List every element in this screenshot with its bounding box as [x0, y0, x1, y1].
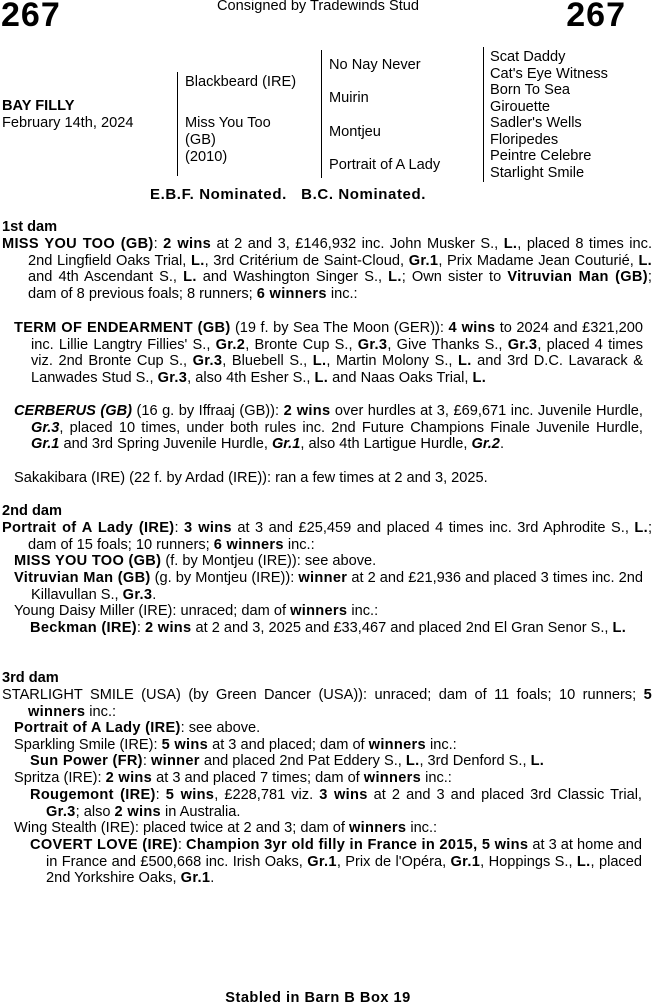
- emphasis-text: Gr.3: [46, 803, 76, 820]
- body-text: inc.:: [326, 286, 358, 303]
- emphasis-text: 2 wins: [163, 236, 212, 252]
- pedigree-dam-year: (2010): [185, 149, 228, 165]
- emphasis-text: L.: [314, 370, 329, 387]
- emphasis-text: winners: [363, 770, 422, 786]
- third-dam-para: [30, 753, 642, 770]
- body-text: : see above.: [180, 720, 261, 736]
- second-dam-heading: 2nd dam: [2, 503, 63, 519]
- body-text: , Hoppings S.,: [480, 853, 577, 870]
- pedigree-sire: Blackbeard (IRE): [185, 74, 297, 90]
- emphasis-text: COVERT LOVE (IRE): [30, 837, 178, 853]
- emphasis-text: winner: [150, 753, 200, 769]
- first-dam-para: [14, 403, 643, 453]
- emphasis-text: MISS YOU TOO (GB): [2, 236, 154, 252]
- pedigree-gen3-item: Scat Daddy: [490, 49, 566, 65]
- emphasis-text: L.: [503, 236, 518, 252]
- pedigree-dam-country: (GB): [185, 132, 216, 148]
- body-text: , 3rd Denford S.,: [419, 753, 531, 769]
- second-dam-para: [2, 520, 652, 553]
- body-text: at 2 and 3, 2025 and £33,467 and placed 2nd El Gran Senor S.,: [191, 620, 613, 636]
- emphasis-text: 2 wins: [145, 620, 192, 636]
- foaling-date: February 14th, 2024: [2, 115, 134, 131]
- third-dam-para: [2, 687, 652, 720]
- emphasis-text: Gr.1: [408, 252, 439, 269]
- emphasis-text: TERM OF ENDEARMENT (GB): [14, 320, 231, 336]
- emphasis-text: L.: [530, 753, 545, 769]
- body-text: at 3 and £25,459 and placed 4 times inc. 3rd Aphrodite S.,: [231, 520, 635, 536]
- pedigree-gen2-item: Muirin: [329, 90, 369, 106]
- body-text: inc.:: [421, 770, 452, 786]
- emphasis-text: winners: [349, 820, 407, 836]
- emphasis-text: Portrait of A Lady (IRE): [14, 720, 181, 736]
- body-text: , placed 4 times viz. 2nd Bronte Cup S.,: [31, 336, 643, 370]
- emphasis-text: Gr.3: [122, 586, 153, 603]
- pedigree-gen2-item: Montjeu: [329, 124, 381, 140]
- emphasis-text: 6 winners: [256, 286, 327, 303]
- body-text: at 2 and £21,936 and placed 3 times inc. 2nd Killavullan S.,: [31, 570, 643, 603]
- body-text: inc.:: [406, 820, 438, 836]
- pedigree-gen3-item: Girouette: [490, 98, 551, 115]
- emphasis-text: 5 wins: [161, 737, 209, 753]
- second-dam-para: [14, 603, 643, 620]
- first-dam-para: [14, 470, 626, 487]
- pedigree-gen3-item: Floripedes: [490, 131, 559, 148]
- body-text: , Prix de l'Opéra,: [336, 853, 451, 870]
- third-dam-para: [14, 820, 643, 837]
- body-text: and 3rd D.C. Lavarack & Lanwades Stud S.,: [31, 353, 643, 387]
- emphasis-text: Gr.1: [180, 870, 211, 887]
- emphasis-text: L.: [183, 269, 197, 286]
- pedigree-gen2-item: Portrait of A Lady: [329, 157, 441, 173]
- horse-sex-colour: BAY FILLY: [2, 98, 75, 114]
- third-dam-para: [14, 720, 643, 737]
- body-text: , Martin Molony S.,: [326, 353, 459, 370]
- body-text: and placed 2nd Pat Eddery S.,: [199, 753, 406, 769]
- lot-number-right: 267: [566, 0, 626, 34]
- emphasis-text: 4 wins: [448, 320, 496, 336]
- emphasis-text: winner: [298, 570, 348, 586]
- emphasis-text: Vitruvian Man (GB): [507, 269, 648, 286]
- emphasis-text: L.: [312, 353, 327, 370]
- body-text: :: [136, 620, 146, 636]
- body-text: .: [499, 436, 504, 453]
- third-dam-para: [14, 737, 643, 754]
- emphasis-text: Gr.3: [507, 336, 538, 353]
- body-text: (g. by Montjeu (IRE)):: [150, 570, 299, 586]
- lot-number-left: 267: [1, 0, 61, 34]
- emphasis-text: winners: [368, 737, 426, 753]
- body-text: at 3 and placed; dam of: [208, 737, 369, 753]
- body-text: at 2 and 3, £146,932 inc. John Musker S.,: [211, 236, 504, 252]
- body-text: inc.:: [347, 603, 379, 619]
- pedigree-gen2-item: No Nay Never: [329, 57, 421, 73]
- body-text: and Washington Singer S.,: [196, 269, 389, 286]
- emphasis-text: Gr.3: [192, 353, 223, 370]
- body-text: .: [210, 870, 215, 887]
- pedigree-line-3: [483, 47, 484, 182]
- emphasis-text: Beckman (IRE): [30, 620, 137, 636]
- body-text: (16 g. by Iffraaj (GB)):: [132, 403, 284, 419]
- first-dam-para: [2, 236, 652, 303]
- body-text: (f. by Montjeu (IRE)): see above.: [161, 553, 377, 569]
- emphasis-text: L.: [638, 252, 652, 269]
- emphasis-text: 2 wins: [105, 770, 153, 786]
- pedigree-gen3-item: Peintre Celebre: [490, 148, 592, 164]
- pedigree-gen3-item: Starlight Smile: [490, 164, 585, 181]
- emphasis-text: L.: [612, 620, 627, 636]
- body-text: inc.:: [85, 703, 117, 720]
- third-dam-heading: 3rd dam: [2, 670, 59, 686]
- first-dam-heading: 1st dam: [2, 219, 58, 235]
- body-text: inc.:: [283, 536, 315, 553]
- body-text: Sakakibara (IRE) (22 f. by Ardad (IRE)): ran a few times at 2 and 3, 2025.: [14, 470, 488, 486]
- body-text: :: [177, 837, 186, 853]
- body-text: at 3 and placed 7 times; dam of: [152, 770, 364, 786]
- body-text: , Bluebell S.,: [222, 353, 313, 370]
- emphasis-text: Rougemont (IRE): [30, 787, 156, 803]
- body-text: .: [152, 586, 157, 603]
- body-text: , placed 8 times inc. 2nd Lingfield Oaks Trial,: [28, 236, 652, 269]
- emphasis-text: L.: [634, 520, 648, 536]
- pedigree-line-2: [321, 50, 322, 178]
- emphasis-text: Portrait of A Lady (IRE): [2, 520, 175, 536]
- body-text: to 2024 and £321,200 inc. Lillie Langtry Fillies' S.,: [31, 320, 643, 353]
- emphasis-text: L.: [405, 753, 420, 769]
- body-text: and 4th Ascendant S.,: [28, 269, 184, 286]
- body-text: :: [174, 520, 184, 536]
- consignor: Consigned by Tradewinds Stud: [216, 0, 419, 14]
- emphasis-text: Gr.3: [157, 370, 188, 387]
- body-text: ; dam of 15 foals; 10 runners;: [28, 520, 652, 553]
- body-text: ; dam of 8 previous foals; 8 runners;: [28, 269, 652, 303]
- emphasis-text: Gr.2: [215, 336, 246, 353]
- stabling-info: Stabled in Barn B Box 19: [225, 990, 411, 1006]
- body-text: , placed 2nd Yorkshire Oaks,: [46, 853, 642, 887]
- emphasis-text: Gr.1: [307, 853, 337, 870]
- body-text: :: [153, 236, 164, 252]
- body-text: , £228,781 viz.: [214, 787, 320, 803]
- second-dam-para: [14, 570, 643, 603]
- emphasis-text: L.: [458, 353, 472, 370]
- pedigree-gen3-item: Cat's Eye Witness: [490, 65, 608, 82]
- emphasis-text: L.: [388, 269, 402, 286]
- body-text: and 3rd Spring Juvenile Hurdle,: [59, 436, 272, 453]
- emphasis-text: 2 wins: [114, 803, 161, 820]
- body-text: at 3 at home and in France and £500,668 inc. Irish Oaks,: [46, 837, 642, 870]
- nominations: E.B.F. Nominated. B.C. Nominated.: [150, 186, 427, 203]
- body-text: , 3rd Critérium de Saint-Cloud,: [204, 252, 409, 269]
- body-text: and Naas Oaks Trial,: [328, 370, 473, 387]
- body-text: , Give Thanks S.,: [387, 336, 508, 353]
- body-text: inc.:: [425, 737, 457, 753]
- body-text: at 2 and 3 and placed 3rd Classic Trial,: [367, 787, 642, 803]
- emphasis-text: L.: [191, 252, 205, 269]
- body-text: STARLIGHT SMILE (USA) (by Green Dancer (USA)): unraced; dam of 11 foals; 10 runners;: [2, 687, 644, 703]
- body-text: ; Own sister to: [401, 269, 508, 286]
- body-text: , also 4th Lartigue Hurdle,: [300, 436, 472, 453]
- body-text: , Bronte Cup S.,: [245, 336, 358, 353]
- body-text: Wing Stealth (IRE): placed twice at 2 and 3; dam of: [14, 820, 350, 836]
- body-text: :: [155, 787, 166, 803]
- emphasis-text: 6 winners: [213, 536, 284, 553]
- emphasis-text: Gr.3: [357, 336, 388, 353]
- second-dam-para: [30, 620, 642, 637]
- emphasis-text: Sun Power (FR): [30, 753, 143, 769]
- emphasis-text: 3 wins: [319, 787, 368, 803]
- first-dam-para: [14, 320, 643, 387]
- body-text: , Prix Madame Jean Couturié,: [438, 252, 639, 269]
- emphasis-text: 3 wins: [184, 520, 232, 536]
- emphasis-text: CERBERUS (GB): [14, 403, 132, 419]
- second-dam-para: [14, 553, 643, 570]
- body-text: , also 4th Esher S.,: [187, 370, 315, 387]
- pedigree-line-1: [177, 72, 178, 176]
- third-dam-para: [30, 837, 642, 887]
- body-text: in Australia.: [160, 803, 241, 820]
- third-dam-para: [14, 770, 643, 787]
- body-text: Spritza (IRE):: [14, 770, 106, 786]
- emphasis-text: winners: [290, 603, 348, 619]
- emphasis-text: MISS YOU TOO (GB): [14, 553, 162, 569]
- emphasis-text: Gr.1: [31, 436, 60, 453]
- emphasis-text: L.: [472, 370, 487, 387]
- third-dam-para: [30, 787, 642, 820]
- emphasis-text: L.: [576, 853, 591, 870]
- emphasis-text: Gr.1: [271, 436, 301, 453]
- body-text: Sparkling Smile (IRE):: [14, 737, 162, 753]
- pedigree-gen3-item: Born To Sea: [490, 82, 571, 98]
- emphasis-text: Gr.2: [471, 436, 500, 453]
- body-text: (19 f. by Sea The Moon (GER)):: [230, 320, 449, 336]
- pedigree-dam-name: Miss You Too: [185, 115, 271, 131]
- emphasis-text: Gr.3: [31, 419, 60, 436]
- emphasis-text: 5 wins: [165, 787, 215, 803]
- emphasis-text: Gr.1: [450, 853, 481, 870]
- body-text: :: [142, 753, 151, 769]
- body-text: over hurdles at 3, £69,671 inc. Juvenile Hurdle,: [330, 403, 643, 419]
- body-text: ; also: [75, 803, 115, 820]
- emphasis-text: Vitruvian Man (GB): [14, 570, 151, 586]
- body-text: Young Daisy Miller (IRE): unraced; dam of: [14, 603, 291, 619]
- body-text: , placed 10 times, under both rules inc. 2nd Future Champions Finale Juvenile Hurdle,: [59, 419, 643, 436]
- emphasis-text: 5 winners: [28, 687, 652, 720]
- pedigree-gen3-item: Sadler's Wells: [490, 115, 582, 131]
- emphasis-text: 2 wins: [283, 403, 331, 419]
- emphasis-text: Champion 3yr old filly in France in 2015, 5 wins: [186, 837, 529, 853]
